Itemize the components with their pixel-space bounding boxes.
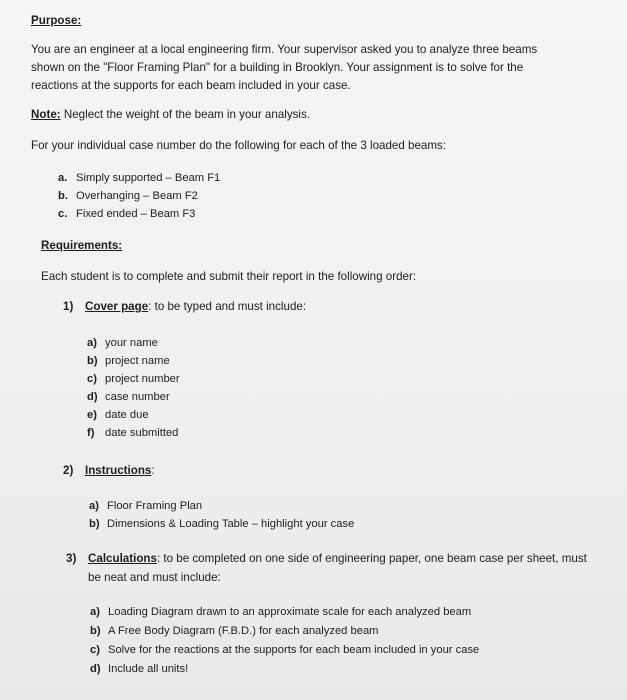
section-calculations-continued: be neat and must include: [88, 571, 221, 584]
list-text: Loading Diagram drawn to an approximate scale for each analyzed beam [108, 606, 472, 618]
list-marker: b. [58, 190, 68, 202]
list-text: case number [105, 391, 170, 403]
list-marker: a) [90, 606, 100, 618]
section-rest: : to be typed and must include: [148, 300, 307, 313]
list-marker: c) [90, 644, 100, 656]
purpose-paragraph-line-3: reactions at the supports for each beam included in your case. [31, 79, 351, 92]
list-marker: a) [89, 500, 99, 512]
list-marker: e) [87, 409, 97, 421]
requirements-heading: Requirements: [41, 239, 123, 252]
section-rest: : [151, 464, 155, 477]
section-number: 2) [63, 464, 74, 477]
section-rest: : to be completed on one side of engineering paper, one beam case per sheet, must [156, 552, 587, 565]
purpose-heading: Purpose: [31, 14, 82, 27]
list-marker: c) [87, 373, 97, 385]
list-text: Fixed ended – Beam F3 [76, 208, 196, 220]
list-item [87, 389, 170, 405]
list-item [90, 661, 188, 677]
list-item [87, 407, 149, 423]
section-number: 1) [63, 300, 74, 313]
section-number: 3) [66, 552, 77, 565]
list-item [58, 206, 195, 222]
section-instructions [63, 462, 155, 479]
section-title: Instructions [85, 464, 152, 477]
list-item [58, 170, 220, 186]
section-title: Calculations [88, 552, 157, 565]
list-item [90, 623, 378, 639]
list-marker: f) [87, 427, 95, 439]
list-text: Simply supported – Beam F1 [76, 172, 221, 184]
list-marker: d) [87, 391, 98, 403]
section-title: Cover page [85, 300, 149, 313]
list-item [58, 188, 198, 204]
list-text: Include all units! [108, 663, 189, 675]
list-text: A Free Body Diagram (F.B.D.) for each analyzed beam [108, 625, 379, 637]
list-marker: a. [58, 172, 68, 184]
section-cover-page [63, 298, 306, 315]
list-item [90, 604, 471, 620]
list-item [90, 642, 479, 658]
list-text: Floor Framing Plan [107, 500, 203, 512]
list-item [89, 516, 354, 532]
list-marker: a) [87, 337, 97, 349]
note-line [31, 106, 310, 123]
list-marker: b) [87, 355, 98, 367]
note-label: Note: [31, 108, 61, 121]
list-item [87, 353, 170, 369]
list-marker: b) [89, 518, 100, 530]
list-text: project name [105, 355, 170, 367]
list-text: Overhanging – Beam F2 [76, 190, 198, 202]
list-marker: d) [90, 663, 101, 675]
note-text: Neglect the weight of the beam in your analysis. [60, 108, 311, 121]
list-marker: b) [90, 625, 101, 637]
list-text: project number [105, 373, 180, 385]
section-calculations [66, 550, 587, 567]
list-item [87, 335, 158, 351]
list-marker: c. [58, 208, 68, 220]
list-item [89, 498, 202, 514]
list-item [87, 371, 180, 387]
list-text: Dimensions & Loading Table – highlight your case [107, 518, 355, 530]
list-text: your name [105, 337, 158, 349]
purpose-paragraph-line-1: You are an engineer at a local engineering firm. Your supervisor asked you to analyze three beams [31, 43, 538, 56]
purpose-paragraph-line-2: shown on the "Floor Framing Plan" for a building in Brooklyn. Your assignment is to solve for the [31, 61, 524, 74]
beam-instruction: For your individual case number do the following for each of the 3 loaded beams: [31, 139, 447, 152]
list-text: Solve for the reactions at the supports for each beam included in your case [108, 644, 480, 656]
list-item [87, 425, 178, 441]
list-text: date due [105, 409, 149, 421]
requirements-intro: Each student is to complete and submit their report in the following order: [41, 270, 417, 283]
list-text: date submitted [105, 427, 179, 439]
